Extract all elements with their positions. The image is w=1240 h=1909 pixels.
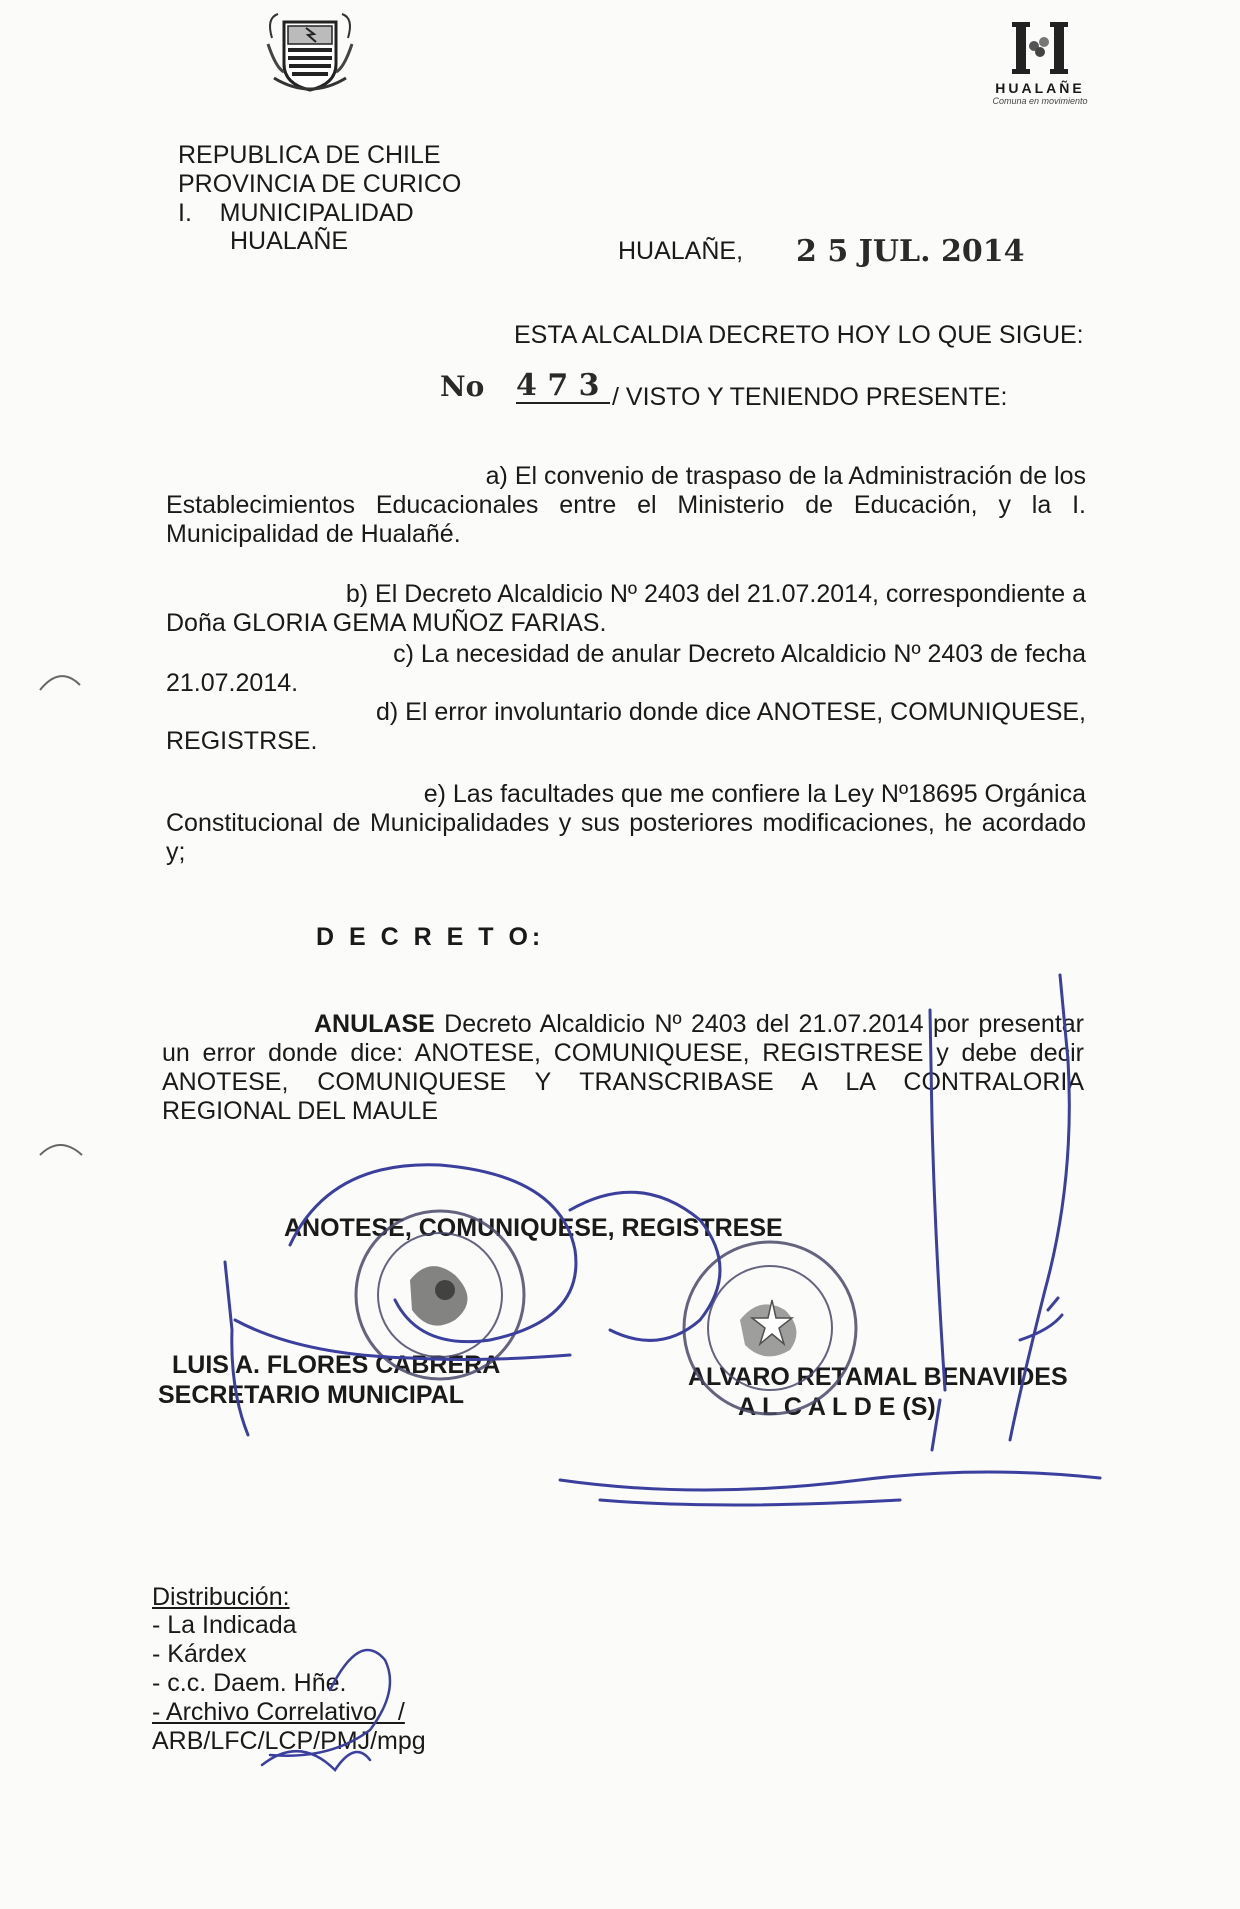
header-line-provincia: PROVINCIA DE CURICO: [178, 170, 462, 198]
consideration-c-first: c) La necesidad de anular Decreto Alcaldicio Nº 2403 de fecha: [393, 640, 1086, 668]
consideration-d-first: d) El error involuntario donde dice ANOTESE, COMUNIQUESE,: [376, 698, 1086, 726]
distribution-item: - Kárdex: [152, 1640, 247, 1668]
consideration-a-first: a) El convenio de traspaso de la Administración de los: [485, 462, 1086, 490]
mayor-name: ALVARO RETAMAL BENAVIDES: [688, 1363, 1068, 1391]
margin-mark: [40, 676, 80, 690]
secretary-name: LUIS A. FLORES CABRERA: [172, 1351, 501, 1379]
distribution-title: Distribución:: [152, 1583, 290, 1611]
consideration-d-rest: REGISTRSE.: [166, 727, 318, 755]
header-line-republica: REPUBLICA DE CHILE: [178, 141, 441, 169]
brand-name: HUALAÑE: [995, 80, 1085, 96]
resolution-lead: ANULASE: [314, 1010, 435, 1038]
consideration-a: [166, 462, 1086, 549]
secretary-title: SECRETARIO MUNICIPAL: [158, 1381, 465, 1409]
header-line-municipalidad: I. MUNICIPALIDAD: [178, 199, 414, 227]
visto-heading: / VISTO Y TENIENDO PRESENTE:: [612, 383, 1008, 411]
consideration-a-rest: Establecimientos Educacionales entre el Ministerio de Educación, y la I. Municipalidad de Hualañé.: [166, 491, 1086, 548]
decree-intro: ESTA ALCALDIA DECRETO HOY LO QUE SIGUE:: [514, 321, 1084, 349]
mayor-title: A L C A L D E (S): [738, 1393, 936, 1421]
consideration-c: [166, 640, 1086, 698]
decreto-heading: D E C R E T O:: [316, 923, 545, 951]
consideration-e-rest: Constitucional de Municipalidades y sus posteriores modificaciones, he acordado y;: [166, 809, 1086, 866]
consideration-b-rest: Doña GLORIA GEMA MUÑOZ FARIAS.: [166, 609, 607, 637]
decree-number-prefix: No: [440, 370, 485, 403]
decree-number: 4 7 3: [516, 368, 600, 403]
distribution-item: - Archivo Correlativo /: [152, 1698, 405, 1726]
coat-of-arms-logo: [262, 8, 358, 96]
resolution-text: Decreto Alcaldicio Nº 2403 del 21.07.2014 por presentar un error donde dice: ANOTESE, COMUNIQUESE, REGISTRESE y debe decir ANOTESE, COMUNIQUESE Y TRANSCRIBASE A LA CONTRALORIA REGIONAL DEL MAULE: [162, 1010, 1084, 1125]
closing-formula: ANOTESE, COMUNIQUESE, REGISTRESE: [284, 1214, 783, 1242]
date-stamp: 2 5 JUL. 2014: [796, 234, 1025, 269]
margin-mark: [40, 1145, 82, 1155]
hualane-brand-logo: [990, 18, 1090, 106]
consideration-e: [166, 780, 1086, 867]
distribution-initials: ARB/LFC/LCP/PMJ/mpg: [152, 1727, 426, 1755]
distribution-item: - c.c. Daem. Hñe.: [152, 1669, 347, 1697]
distribution-item: - La Indicada: [152, 1611, 297, 1639]
consideration-b: [166, 580, 1086, 638]
consideration-d: [166, 698, 1086, 756]
header-line-hualane: HUALAÑE: [230, 227, 349, 255]
consideration-b-first: b) El Decreto Alcaldicio Nº 2403 del 21.07.2014, correspondiente a: [345, 580, 1086, 608]
consideration-c-rest: 21.07.2014.: [166, 669, 299, 697]
brand-tagline: Comuna en movimiento: [992, 96, 1088, 106]
consideration-e-first: e) Las facultades que me confiere la Ley Nº18695 Orgánica: [423, 780, 1086, 808]
resolution-paragraph: [162, 1010, 1084, 1126]
place-name: HUALAÑE,: [618, 237, 744, 265]
hualane-h-icon: [1010, 18, 1070, 78]
